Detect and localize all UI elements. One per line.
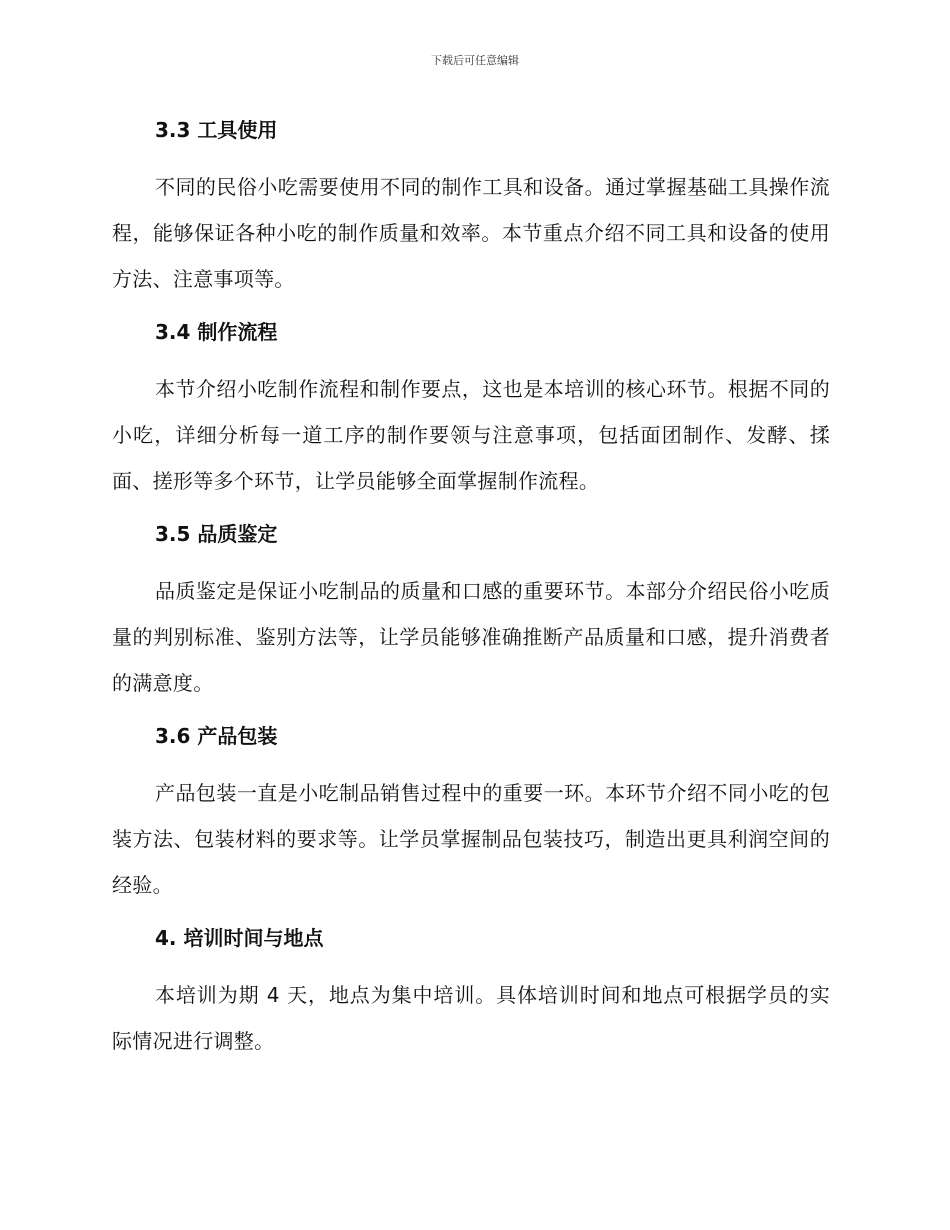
section-paragraph: 本培训为期 4 天，地点为集中培训。具体培训时间和地点可根据学员的实际情况进行调整。 bbox=[112, 983, 830, 1053]
section-4 bbox=[112, 918, 830, 1064]
section-3-5 bbox=[112, 514, 830, 706]
section-paragraph: 本节介绍小吃制作流程和制作要点，这也是本培训的核心环节。根据不同的小吃，详细分析每一道工序的制作要领与注意事项，包括面团制作、发酵、揉面、搓形等多个环节，让学员能够全面掌握制作流程。 bbox=[112, 377, 830, 493]
section-paragraph: 产品包装一直是小吃制品销售过程中的重要一环。本环节介绍不同小吃的包装方法、包装材料的要求等。让学员掌握制品包装技巧，制造出更具利润空间的经验。 bbox=[112, 781, 830, 897]
section-heading: 3.6 产品包装 bbox=[155, 724, 278, 748]
section-paragraph: 不同的民俗小吃需要使用不同的制作工具和设备。通过掌握基础工具操作流程，能够保证各种小吃的制作质量和效率。本节重点介绍不同工具和设备的使用方法、注意事项等。 bbox=[112, 175, 830, 291]
section-paragraph: 品质鉴定是保证小吃制品的质量和口感的重要环节。本部分介绍民俗小吃质量的判别标准、鉴别方法等，让学员能够准确推断产品质量和口感，提升消费者的满意度。 bbox=[112, 579, 830, 695]
section-3-6 bbox=[112, 716, 830, 908]
section-heading: 3.4 制作流程 bbox=[155, 320, 278, 344]
header-note: 下载后可任意编辑 bbox=[431, 54, 519, 67]
section-heading: 3.3 工具使用 bbox=[155, 118, 278, 142]
section-3-4 bbox=[112, 312, 830, 504]
section-heading: 4. 培训时间与地点 bbox=[155, 926, 324, 950]
section-heading: 3.5 品质鉴定 bbox=[155, 522, 278, 546]
document-body bbox=[112, 110, 830, 1074]
section-3-3 bbox=[112, 110, 830, 302]
